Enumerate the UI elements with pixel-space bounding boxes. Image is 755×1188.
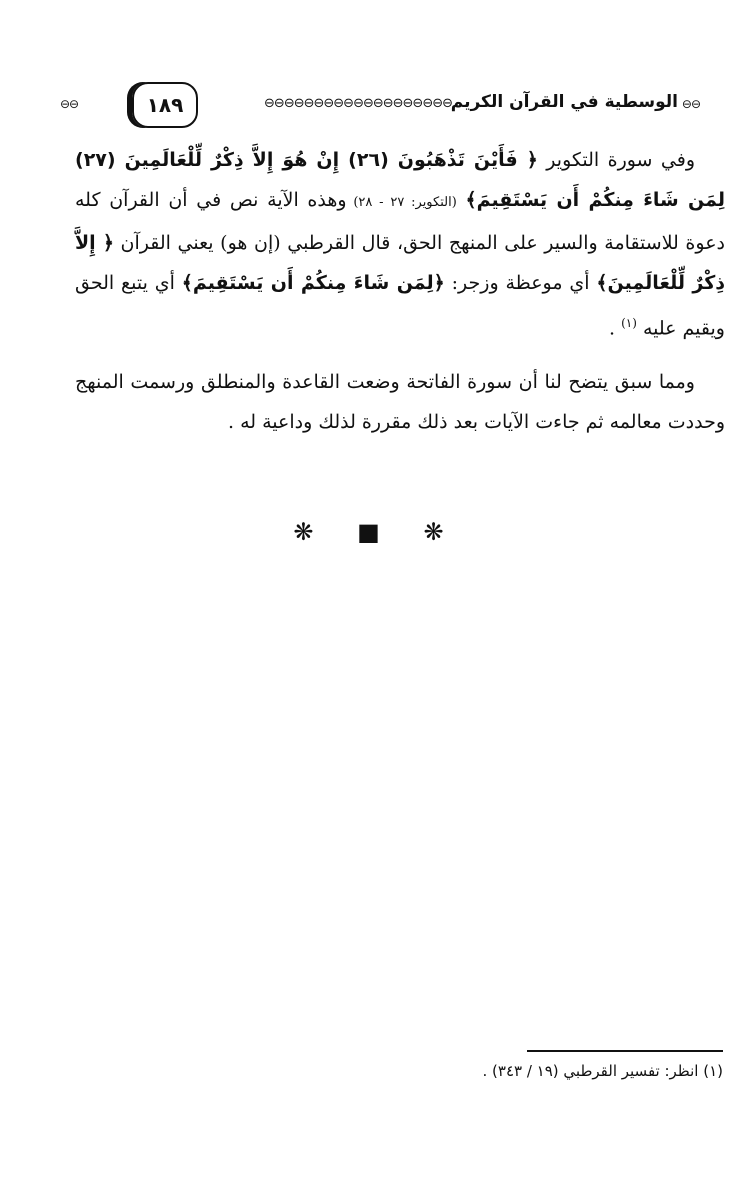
paragraph-1: [75, 140, 725, 348]
page-number-text: ١٨٩: [146, 93, 184, 117]
footnote: (١) انظر: تفسير القرطبي (١٩ / ٣٤٣) .: [482, 1062, 723, 1080]
section-separator: ❋ ■ ❋: [293, 518, 462, 546]
quran-verse: ﴿لِمَن شَاءَ مِنكُمْ أَن يَسْتَقِيمَ﴾: [181, 272, 445, 294]
text-segment: أي موعظة وزجر:: [444, 272, 590, 294]
text-segment: .: [608, 317, 616, 340]
book-title: الوسطية في القرآن الكريم: [450, 92, 678, 112]
verse-reference: (التكوير: ٢٧ - ٢٨): [346, 195, 457, 210]
text-segment: وفي سورة التكوير: [537, 149, 695, 171]
main-text: [75, 140, 725, 456]
header-left-ornament: ⊖⊖: [60, 97, 79, 111]
header-right-ornament: ⊖⊖: [681, 97, 700, 111]
text-segment: وهذه الآية نص في أن القرآن كله دعوة للاستقامة والسير على المنهج الحق، قال القرطبي (إن هو) يعني القرآن: [75, 189, 725, 254]
text-segment: أي يتبع الحق ويقيم عليه: [75, 272, 725, 340]
page-number: [132, 82, 198, 128]
header-chain-ornament: ⊖⊖⊖⊖⊖⊖⊖⊖⊖⊖⊖⊖⊖⊖⊖⊖⊖⊖⊖: [264, 96, 452, 111]
paragraph-2: ومما سبق يتضح لنا أن سورة الفاتحة وضعت القاعدة والمنطلق ورسمت المنهج وحددت معالمه ثم جاءت الآيات بعد ذلك مقررة لذلك وداعية له .: [75, 371, 725, 434]
quran-verse: ﴿ إِلاَّ ذِكْرٌ لِّلْعَالَمِينَ﴾: [75, 232, 725, 294]
footnote-marker: (١): [621, 316, 637, 330]
page-header: [60, 80, 700, 128]
footnote-divider: [527, 1050, 723, 1052]
quran-verse: ﴿ فَأَيْنَ تَذْهَبُونَ (٢٦) إِنْ هُوَ إِلاَّ ذِكْرٌ لِّلْعَالَمِينَ (٢٧) لِمَن شَاءَ مِنكُمْ أَن يَسْتَقِيمَ﴾: [75, 149, 725, 211]
